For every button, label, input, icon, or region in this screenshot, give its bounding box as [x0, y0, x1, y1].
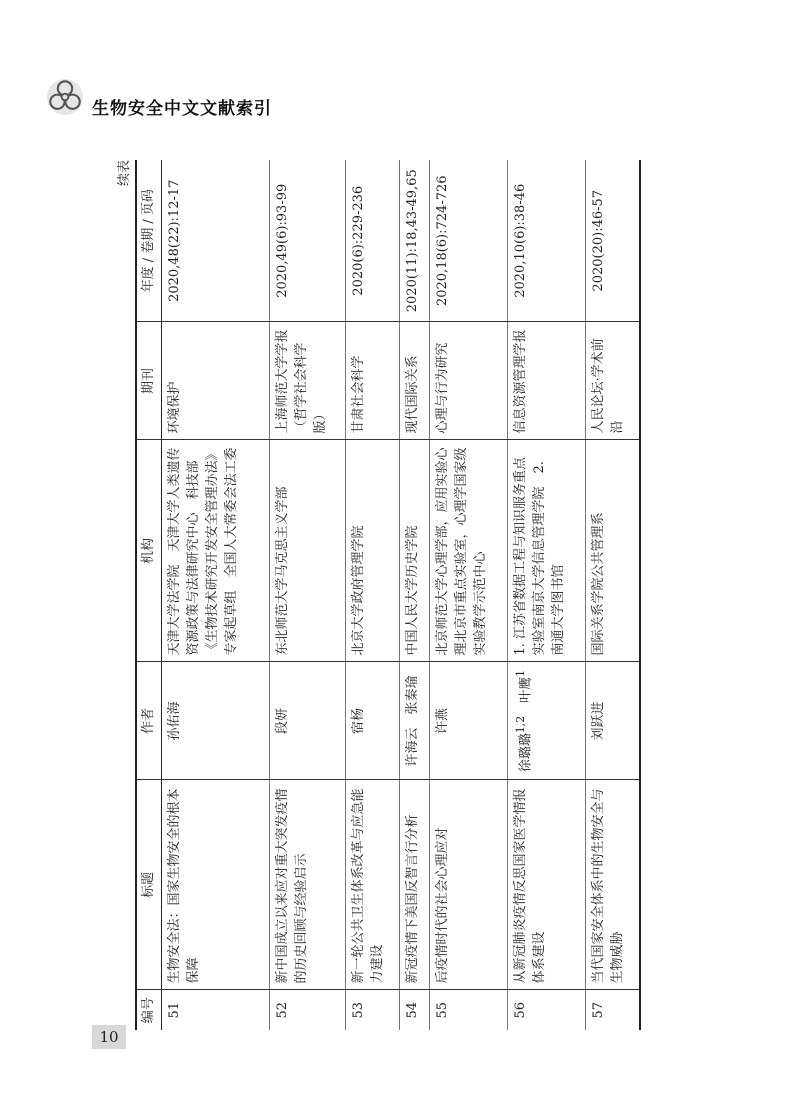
cell-ref: 2020,18(6):724-726: [430, 160, 508, 322]
table-row: [430, 160, 508, 1030]
cell-ref: 2020,48(22):12-17: [162, 160, 270, 322]
index-table-frame: [118, 160, 678, 1030]
cell-journal: 心理与行为研究: [430, 322, 508, 440]
author-affiliation-mark: 1,2: [514, 715, 527, 734]
cell-institution: 1. 江苏省数据工程与知识服务重点实验室南京大学信息管理学院 2. 南通大学图书馆: [508, 440, 586, 662]
cell-no: 57: [586, 990, 640, 1030]
table-row: [346, 160, 400, 1030]
cell-no: 53: [346, 990, 400, 1030]
table-row: [162, 160, 270, 1030]
biohazard-icon: [46, 78, 84, 116]
continued-label: 续表: [117, 160, 132, 187]
cell-no: 52: [270, 990, 346, 1030]
literature-index-table: [135, 160, 641, 1030]
cell-author: 许燕: [430, 662, 508, 780]
book-title: 生物安全中文文献索引: [92, 99, 272, 119]
cell-author: 段妍: [270, 662, 346, 780]
cell-title: 生物安全法：国家生物安全的根本保障: [162, 780, 270, 990]
cell-title: 当代国家安全体系中的生物安全与生物威胁: [586, 780, 640, 990]
cell-journal: 现代国际关系: [400, 322, 430, 440]
cell-author: 许海云 张秦瑜: [400, 662, 430, 780]
cell-no: 54: [400, 990, 430, 1030]
cell-ref: 2020,10(6):38-46: [508, 160, 586, 322]
cell-institution: 东北师范大学马克思主义学部: [270, 440, 346, 662]
cell-journal: 环境保护: [162, 322, 270, 440]
author-name: 徐璐璐: [518, 733, 534, 773]
cell-journal: 信息资源管理学报: [508, 322, 586, 440]
column-header-journal: 期刊: [136, 322, 162, 440]
column-header-year-volume-pages: 年度 / 卷期 / 页码: [136, 160, 162, 322]
cell-author: 刘跃进: [586, 662, 640, 780]
cell-ref: 2020(20):46-57: [586, 160, 640, 322]
column-header-no: 编号: [136, 990, 162, 1030]
cell-institution: 中国人民大学历史学院: [400, 440, 430, 662]
cell-ref: 2020(6):229-236: [346, 160, 400, 322]
cell-no: 55: [430, 990, 508, 1030]
cell-institution: 天津大学法学院 天津大学人类遗传资源政策与法律研究中心 科技部《生物技术研究开发安全管理办法》专家起草组 全国人大常委会法工委: [162, 440, 270, 662]
cell-title: 新中国成立以来应对重大突发疫情的历史回顾与经验启示: [270, 780, 346, 990]
cell-author: 孙佑海: [162, 662, 270, 780]
page-number: 10: [92, 1025, 126, 1049]
cell-title: 后疫情时代的社会心理应对: [430, 780, 508, 990]
column-header-title: 标题: [136, 780, 162, 990]
cell-journal: 上海师范大学学报（哲学社会科学版）: [270, 322, 346, 440]
cell-institution: 北京师范大学心理学部，应用实验心理北京市重点实验室，心理学国家级实验教学示范中心: [430, 440, 508, 662]
cell-title: 新一轮公共卫生体系改革与应急能力建设: [346, 780, 400, 990]
table-row: [400, 160, 430, 1030]
table-header-row: [136, 160, 162, 1030]
column-header-author: 作者: [136, 662, 162, 780]
cell-ref: 2020,49(6):93-99: [270, 160, 346, 322]
cell-journal: 人民论坛·学术前沿: [586, 322, 640, 440]
cell-no: 56: [508, 990, 586, 1030]
table-row: [586, 160, 640, 1030]
author-name: 叶鹰: [518, 676, 534, 703]
cell-title: 从新冠肺炎疫情反思国家医学情报体系建设: [508, 780, 586, 990]
cell-author: 宿杨: [346, 662, 400, 780]
cell-institution: 北京大学政府管理学院: [346, 440, 400, 662]
table-row: [270, 160, 346, 1030]
column-header-institution: 机构: [136, 440, 162, 662]
cell-no: 51: [162, 990, 270, 1030]
cell-institution: 国际关系学院公共管理系: [586, 440, 640, 662]
author-affiliation-mark: 1: [514, 669, 527, 677]
table-row: [508, 160, 586, 1030]
cell-title: 新冠疫情下美国反智言行分析: [400, 780, 430, 990]
cell-author: [508, 662, 586, 780]
cell-journal: 甘肃社会科学: [346, 322, 400, 440]
cell-ref: 2020(11):18,43-49,65: [400, 160, 430, 322]
